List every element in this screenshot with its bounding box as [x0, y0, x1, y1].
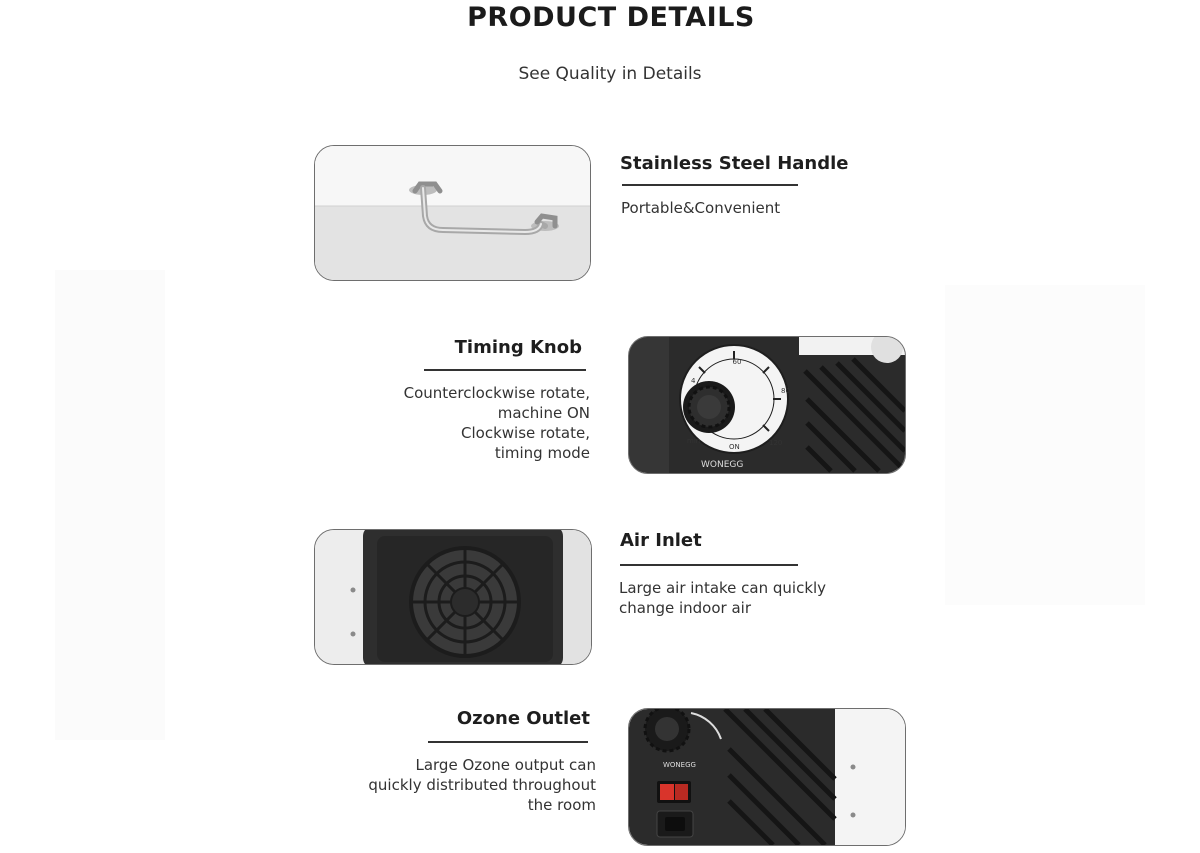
background-glow-right [945, 285, 1145, 605]
feature-divider [428, 741, 588, 743]
dial-label-top: 60 [732, 358, 742, 366]
feature-title-ozone-outlet: Ozone Outlet [456, 708, 590, 729]
knob-photo [628, 336, 906, 474]
dial-label-right: 80 [781, 387, 790, 395]
feature-desc-handle: Portable&Convenient [621, 199, 781, 217]
outlet-photo [628, 708, 906, 846]
feature-divider [622, 184, 798, 186]
feature-desc-knob: Counterclockwise rotate, machine ON Clockwise rotate, timing mode [403, 384, 590, 462]
feature-desc-air-inlet: Large air intake can quickly change indoor air [619, 579, 827, 617]
brand-label: WONEGG [663, 761, 696, 769]
handle-photo [314, 145, 591, 281]
dial-label-on: ON [729, 443, 740, 451]
fan-photo [314, 529, 592, 665]
feature-divider [424, 369, 586, 371]
page-subtitle: See Quality in Details [518, 64, 702, 84]
page-title: PRODUCT DETAILS [467, 2, 755, 33]
dial-label-left: 4 [691, 377, 696, 385]
dial-label-min: min [687, 437, 701, 445]
feature-title-handle: Stainless Steel Handle [620, 153, 849, 174]
brand-label: WONEGG [701, 460, 744, 470]
feature-title-air-inlet: Air Inlet [620, 530, 702, 551]
feature-title-knob: Timing Knob [454, 337, 582, 358]
dial-label-max: 120 [769, 439, 783, 447]
feature-desc-ozone-outlet: Large Ozone output can quickly distributed throughout the room [368, 756, 596, 814]
feature-divider [620, 564, 798, 566]
background-glow-left [55, 270, 165, 740]
